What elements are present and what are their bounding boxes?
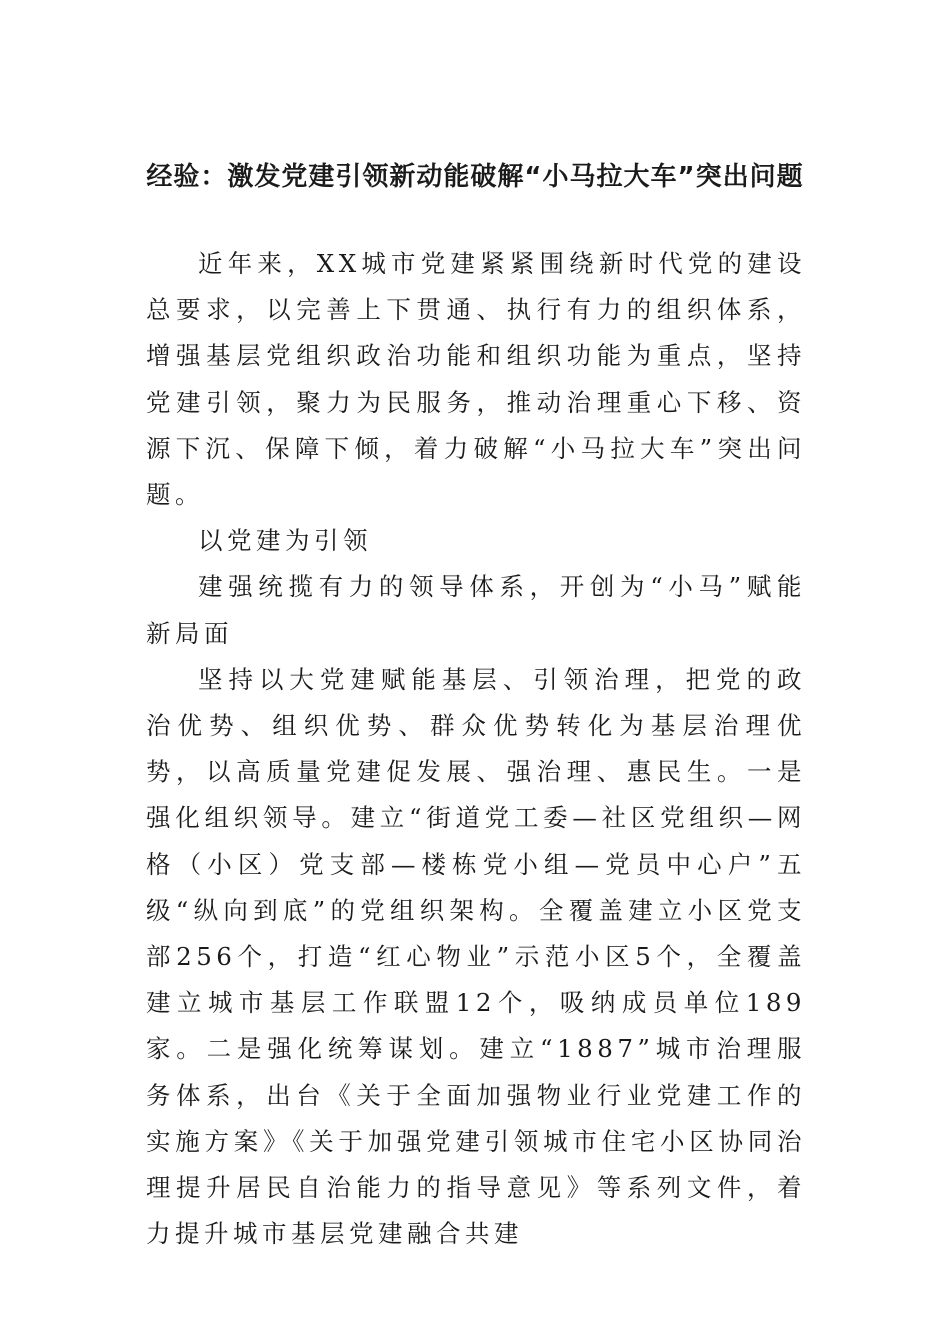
paragraph-body: 坚持以大党建赋能基层、引领治理，把党的政治优势、组织优势、群众优势转化为基层治理优势，以高质量党建促发展、强治理、惠民生。一是强化组织领导。建立“街道党工委—社区党组织—网格（小区）党支部—楼栋党小组—党员中心户”五级“纵向到底”的党组织架构。全覆盖建立小区党支部256个，打造“红心物业”示范小区5个，全覆盖建立城市基层工作联盟12个，吸纳成员单位189家。二是强化统筹谋划。建立“1887”城市治理服务体系，出台《关于全面加强物业行业党建工作的实施方案》《关于加强党建引领城市住宅小区协同治理提升居民自治能力的指导意见》等系列文件，着力提升城市基层党建融合共建 [146,664,806,1249]
paragraph-intro: 近年来，XX城市党建紧紧围绕新时代党的建设总要求，以完善上下贯通、执行有力的组织体系，增强基层党组织政治功能和组织功能为重点，坚持党建引领，聚力为民服务，推动治理重心下移、资源下沉、保障下倾，着力破解“小马拉大车”突出问题。 [146,249,806,510]
section-heading: 以党建为引领 [198,526,372,556]
subsection-heading: 建强统揽有力的领导体系，开创为“小马”赋能新局面 [146,572,806,648]
document-body [146,241,806,1257]
document-title: 经验：激发党建引领新动能破解“小马拉大车”突出问题 [146,162,804,192]
